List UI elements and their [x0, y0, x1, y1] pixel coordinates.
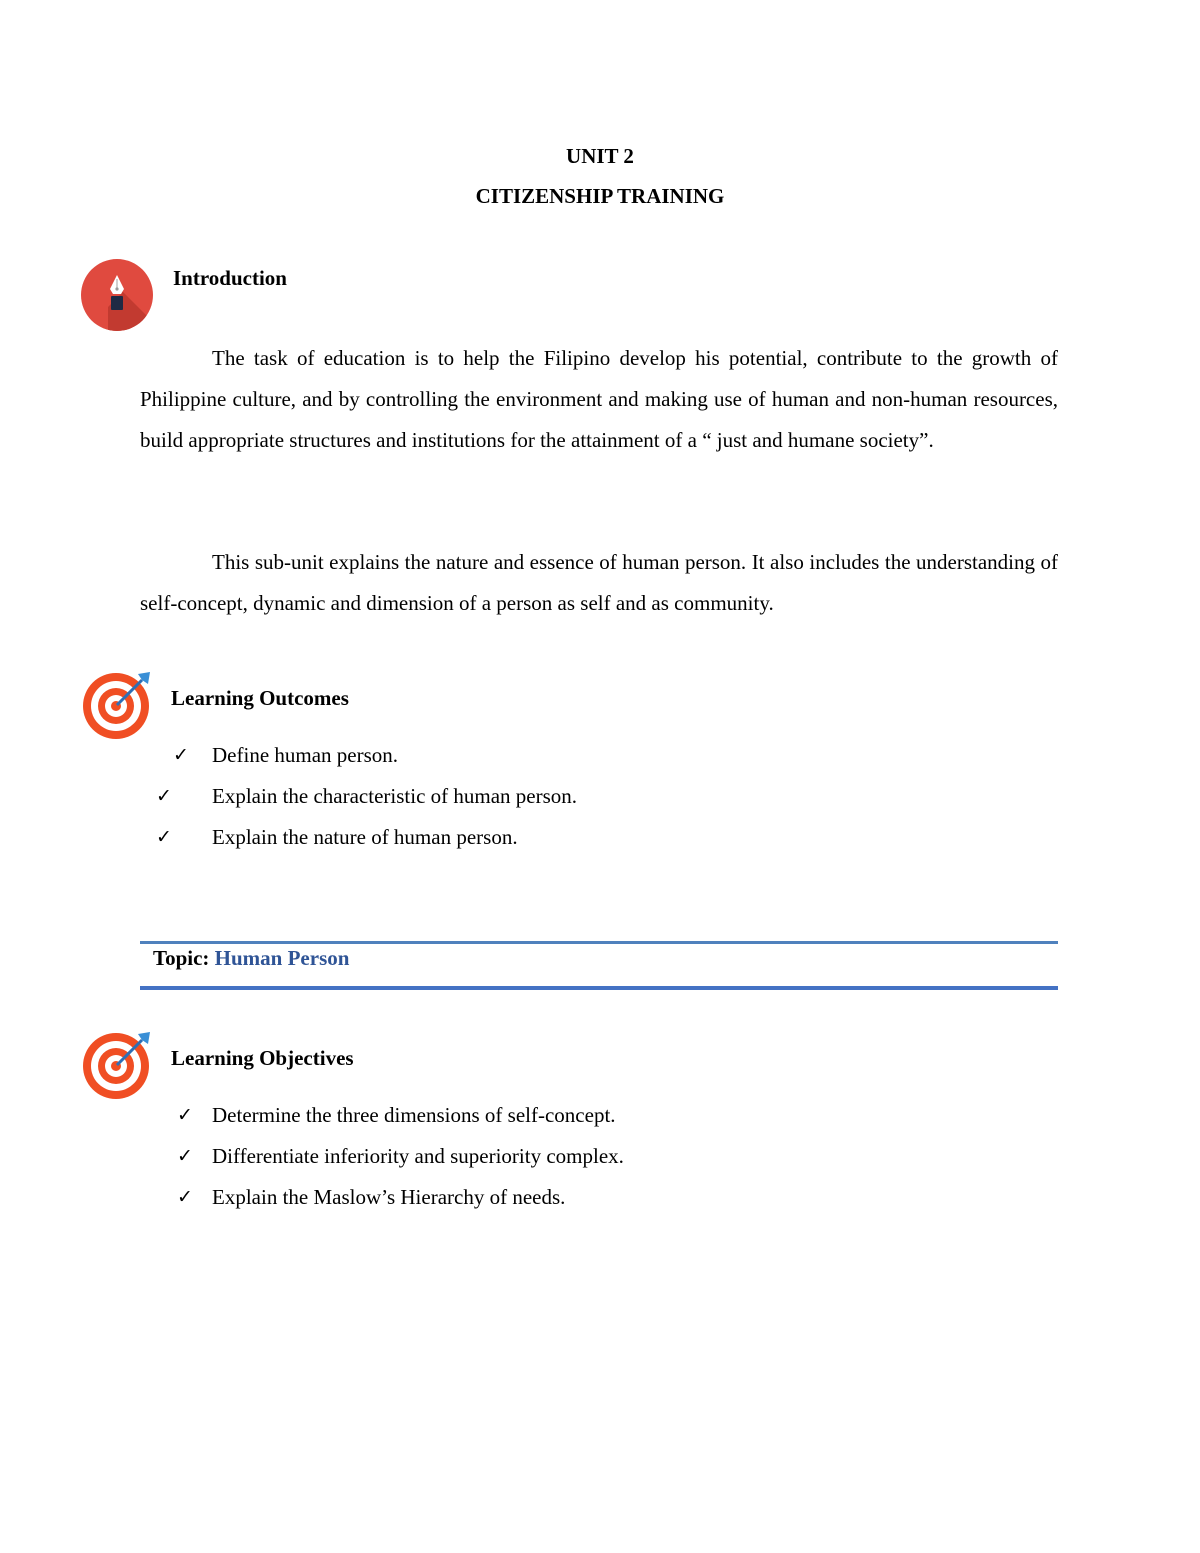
unit-number: UNIT 2	[566, 144, 634, 168]
introduction-paragraph-1	[140, 338, 1058, 461]
introduction-paragraph-1-text: The task of education is to help the Filipino develop his potential, contribute to the growth of Philippine culture, and by controlling the environment and making use of human and non-human resources, build appropriate structures and institutions for the attainment of a “ just and humane society”.	[140, 346, 1058, 452]
learning-objectives-heading: Learning Objectives	[171, 1046, 354, 1070]
objective-text: Differentiate inferiority and superiority complex.	[212, 1144, 624, 1168]
objective-text: Determine the three dimensions of self-concept.	[212, 1103, 616, 1127]
topic-label: Topic:	[153, 946, 210, 970]
learning-outcomes-list	[0, 735, 1200, 858]
learning-objectives-list	[0, 1095, 1200, 1218]
introduction-heading: Introduction	[173, 266, 287, 290]
learning-outcomes-heading: Learning Outcomes	[171, 686, 349, 710]
outcome-text: Define human person.	[212, 743, 399, 767]
list-item	[0, 1136, 1200, 1177]
checkmark-icon: ✓	[177, 1145, 193, 1167]
objective-text: Explain the Maslow’s Hierarchy of needs.	[212, 1185, 566, 1209]
pen-nib-icon	[78, 259, 156, 336]
outcome-text: Explain the characteristic of human person.	[212, 784, 578, 808]
checkmark-icon: ✓	[177, 1104, 193, 1126]
list-item	[0, 817, 1200, 858]
outcome-text: Explain the nature of human person.	[212, 825, 518, 849]
list-item	[0, 776, 1200, 817]
introduction-paragraph-2	[140, 542, 1058, 624]
topic-value: Human Person	[214, 946, 350, 970]
introduction-paragraph-2-text: This sub-unit explains the nature and essence of human person. It also includes the understanding of self-concept, dynamic and dimension of a person as self and as community.	[140, 550, 1058, 615]
list-item	[0, 1177, 1200, 1218]
unit-title: CITIZENSHIP TRAINING	[475, 184, 725, 208]
list-item	[0, 735, 1200, 776]
checkmark-icon: ✓	[156, 826, 172, 848]
list-item	[0, 1095, 1200, 1136]
checkmark-icon: ✓	[177, 1186, 193, 1208]
checkmark-icon: ✓	[156, 785, 172, 807]
checkmark-icon: ✓	[173, 744, 189, 766]
topic-heading	[153, 946, 349, 971]
